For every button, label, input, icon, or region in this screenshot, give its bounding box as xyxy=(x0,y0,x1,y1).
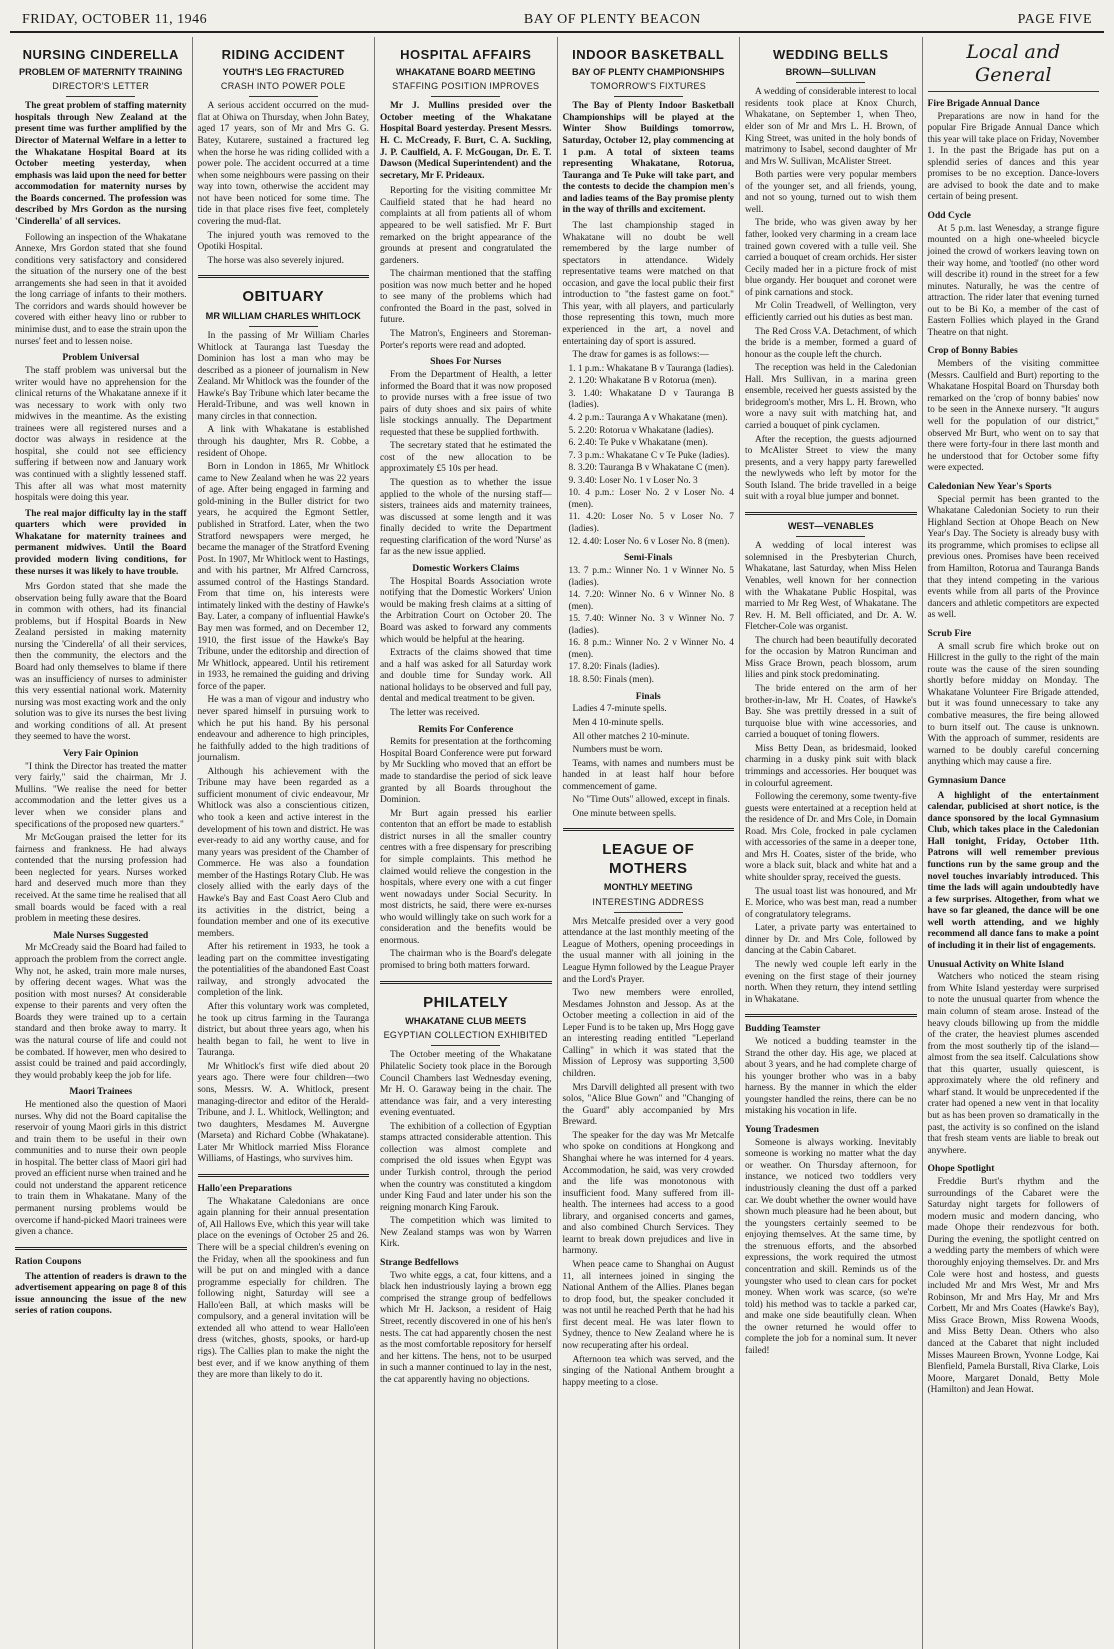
section-divider xyxy=(745,512,917,515)
crosshead: Remits For Conference xyxy=(418,723,514,735)
headline-rule xyxy=(249,96,318,97)
paragraph: Following the ceremony, some twenty-five guests were entertained at a reception held at the residence of Dr. and Mrs Cole, in Domain Road. Mrs Cole, frocked in pale cyclamen with accessories of the same in a deeper tone, and Mrs H. Coates, sister of the bride, who wore a black suit, black and white hat and a white shoulder spray, received the guests. xyxy=(745,792,917,884)
paragraph: Mr Whitlock's first wife died about 20 years ago. There were four children—two sons, Messrs. W. A. Whitlock, present managing-director and editor of the Herald-Tribune, and J. L. Whitlock, Wellington; and two daughters, Mesdames M. Auvergne (Marseta) and Richard Cobbe (Whakatane). Later Mr Whitlock married Miss Florance Williams, of Hastings, who survives him. xyxy=(197,1061,369,1165)
paragraph: A wedding of considerable interest to local residents took place at Knox Church, Whakatane, on September 1, when Theo, elder son of Mr and Mrs L. H. Brown, of King Street, was united in the holy bonds of matrimony to Isabel, second daughter of Mr and Mrs W. Sullivan, McAlister Street. xyxy=(745,87,917,167)
paragraph: Mr McCready said the Board had failed to approach the problem from the correct angle. Why not, he asked, train more male nurses, by offering decent wages. What was the position with most nurses? At considerable expense to their parents and very often the Boards they were trained up to a certain standard and then broke away to marry. It was the natural course of life and could not be combated. If however, men who desired to assist could be trained and paid accordingly, they would probably keep the job for life. xyxy=(15,943,187,1081)
section-divider xyxy=(563,828,735,831)
paragraph: Mrs Metcalfe presided over a very good attendance at the last monthly meeting of the League of Mothers, opening proceedings in the usual manner with all joining in the League Hymn followed by the League Prayer and the Lord's Prayer. xyxy=(562,916,734,985)
column xyxy=(375,37,558,1649)
masthead xyxy=(10,8,1104,33)
paragraph: Remits for presentation at the forthcoming Hospital Board Conference were put forward by Mr Suckling who moved that an effort be made to standardise the period of sick leave granted by all Boards throughout the Dominion. xyxy=(380,737,552,806)
paragraph: The bride, who was given away by her father, looked very charming in a cream lace trained gown covered with a tulle veil. She carried a bouquet of cream orchids. Her sister Cecily maded her in a picture frock of mist blue organdy. Her bouquet and coronet were of pink carnations and stock. xyxy=(745,218,917,298)
lead-paragraph: The attention of readers is drawn to the advertisement appearing on page 8 of this issue announcing the issue of the new series of ration coupons. xyxy=(15,1271,187,1317)
paragraph: From the Department of Health, a letter informed the Board that it was now proposed to provide nurses with a free issue of two pairs of duty shoes and six pairs of white lisle stockings annually. The Department requested that these be supplied forthwith. xyxy=(380,369,552,438)
subheadline: PROBLEM OF MATERNITY TRAINING xyxy=(19,66,183,77)
crosshead: Domestic Workers Claims xyxy=(412,562,520,574)
paragraph: Both parties were very popular members of the younger set, and all friends, young, and not so young, turned out to wish them well. xyxy=(745,170,917,215)
fixture-line: 14. 7.20: Winner No. 6 v Winner No. 8 (men). xyxy=(568,590,734,612)
article xyxy=(380,47,552,973)
fixture-line: 11. 4.20: Loser No. 5 v Loser No. 7 (ladies). xyxy=(568,512,734,535)
paragraph: The Red Cross V.A. Detachment, of which the bride is a member, formed a guard of honour as the couple left the church. xyxy=(745,326,917,360)
headline: NURSING CINDERELLA xyxy=(22,47,179,62)
paragraph: The secretary stated that he estimated the cost of the new allocation to be approximately £5 10s per head. xyxy=(380,441,552,475)
paragraph: No "Time Outs" allowed, except in finals. xyxy=(572,795,730,806)
paragraph: A serious accident occurred on the mud-flat at Ohiwa on Thursday, when John Batey, aged 17 years, son of Mr and Mrs G. G. Batey, Kutarere, sustained a fractured leg when the horse he was riding collided with a power pole. The accident occurred at a time when some neighbours were passing on their way into town, otherwise the accident may not have been noticed for some time. The tide in that place rises five feet, completely covering the mud-flat. xyxy=(197,101,369,227)
paragraph: Following an inspection of the Whakatane Annexe, Mrs Gordon stated that she found conditions very satisfactory and considered the situation of the nursery one of the best arrangements she had seen in that it avoided the long carriage of infants to their mothers. The corridors and wards should however be covered with either heavy lino or rubber to minimise dust, and to ease the strain upon the nurses' feet and to lessen noise. xyxy=(15,232,187,347)
paragraph: A small scrub fire which broke out on Hillcrest in the gully to the right of the main route was the cause of the siren sounding shortly before midday on Monday. The Whakatane Volunteer Fire Brigade attended, but it was found unnecessary to take any combative measures, the fire being allowed to burn itself out. The cause is unknown. With the approach of summer, residents are warned to be doubly careful concerning anything which may cause a fire. xyxy=(927,641,1099,768)
fixture-line: 3. 1.40: Whakatane D v Tauranga B (ladies). xyxy=(568,388,734,411)
paragraph: Reporting for the visiting committee Mr Caulfield stated that he had heard no complaints at all from patients all of whom appeared to be well satisfied. Mr F. Burt remarked on the bright appearance of the grounds at present and congratulated the gardeners. xyxy=(380,186,552,266)
item-heading: Strange Bedfellows xyxy=(380,1256,459,1268)
paragraph: He mentioned also the question of Maori nurses. Why did not the Board capitalise the reservoir of young Maori girls in this district and train them to be useful in their own communities and to nurse their own people in hospital. The better class of Maori girl had proved an efficient nurse when trained and he could not understand the apparent reticence to train them in Whakatane. Many of the permanent nursing problems would be overcome if hand-picked Maori trainees were given a chance. xyxy=(15,1099,187,1238)
item-heading: Gymnasium Dance xyxy=(927,774,1006,786)
paragraph: At 5 p.m. last Wenesday, a strange figure mounted on a high one-wheeled bicycle joined the crowd of workers leaving town on their way home, and 'tootled' (no other word will describe it) round in the street for a few minutes. Naturally, he was the centre of attraction. The rider later that evening turned out to be Bi Ko, a member of the cast of Eastern Follies which played in the Grand Theatre on that night. xyxy=(927,223,1099,338)
paragraph: The chairman who is the Board's delegate promised to bring both matters forward. xyxy=(380,949,552,971)
paragraph: He was a man of vigour and industry who never spared himself in pursuing work to which he put his hand. By his personal endeavour and adherence to high principles, he faithfully added to the high traditions of journalism. xyxy=(197,695,369,764)
headline: LEAGUE OF MOTHERS xyxy=(602,841,695,877)
headline-rule xyxy=(614,912,683,913)
paragraph: One minute between spells. xyxy=(572,808,677,819)
subheadline: TOMORROW'S FIXTURES xyxy=(590,81,707,92)
paragraph: After his retirement in 1933, he took a leading part on the committee investigating the potentialities of the abandoned East Coast railway, and strongly advocated the completion of the link. xyxy=(197,942,369,999)
article xyxy=(198,275,370,1166)
item-heading: Odd Cycle xyxy=(927,210,971,222)
paragraph: The exhibition of a collection of Egyptian stamps attracted considerable attention. This collection was almost complete and comprised the old issues when Egypt was under Turkish control, through the period when the country was constituted a kingdom under King Faud and later under his son the reigning monarch King Farouk. xyxy=(380,1121,552,1213)
headline: OBITUARY xyxy=(242,288,325,306)
paragraph: In the passing of Mr William Charles Whitlock at Tauranga last Tuesday the Dominion has lost a man who may be described as a pioneer of journalism in New Zealand. Mr Whitlock was the founder of the Hawke's Bay Tribune which later became the Herald-Tribune, and was well known in many circles in that connection. xyxy=(197,330,369,422)
paragraph: Afternoon tea which was served, and the singing of the National Anthem brought a happy meeting to a close. xyxy=(562,1354,734,1388)
headline-rule xyxy=(66,96,135,97)
article xyxy=(563,828,735,1389)
fixture-line: 8. 3.20: Tauranga B v Whakatane C (men). xyxy=(568,463,730,474)
fixture-line: 2. 1.20: Whakatane B v Rotorua (men). xyxy=(568,376,717,387)
article xyxy=(15,1247,187,1318)
issue-date: FRIDAY, OCTOBER 11, 1946 xyxy=(22,12,208,27)
paragraph: The speaker for the day was Mr Metcalfe who spoke on conditions at Hongkong and Shanghai where he was interned for 4 years. Accommodation, he said, was very crowded and the life was monotonous with insufficient food. Many suffered from ill-health. The internees had access to a good library, and organised concerts and games, and also combined Church Services. They learnt to break down prejudices and live in harmony. xyxy=(562,1130,734,1257)
paragraph: The church had been beautifully decorated for the occasion by Matron Runciman and Miss Grace Brown, peach blossom, arum lilies and pink stock predominating. xyxy=(745,635,917,681)
fixture-line: 13. 7 p.m.: Winner No. 1 v Winner No. 5 (ladies). xyxy=(568,565,734,588)
subheadline: DIRECTOR'S LETTER xyxy=(52,81,150,92)
paragraph: Ladies 4 7-minute spells. xyxy=(572,704,667,715)
paragraph: Mr McGougan praised the letter for its fairness and frankness. He had always contended that the nursing profession had been neglected for years. Nurses worked hard and deserved much more than they received. At the same time he realised that all small boards would be faced with a real problem in meeting these desires. xyxy=(15,833,187,925)
paragraph: The injured youth was removed to the Opotiki Hospital. xyxy=(197,230,369,253)
paragraph: The usual toast list was honoured, and Mr E. Morice, who was best man, read a number of congratulatory telegrams. xyxy=(745,886,917,920)
section-divider xyxy=(198,1174,370,1177)
article xyxy=(198,47,370,267)
article xyxy=(380,981,552,1387)
fixture-line: 16. 8 p.m.: Winner No. 2 v Winner No. 4 (men). xyxy=(568,638,734,660)
headline: PHILATELY xyxy=(423,993,509,1011)
crosshead: Problem Universal xyxy=(62,352,140,364)
subheadline: INTERESTING ADDRESS xyxy=(592,896,705,907)
paragraph: Born in London in 1865, Mr Whitlock came to New Zealand when he was 22 years of age. After being engaged in farming and gold-mining in the Buller district for two years, he acquired the Egmont Settler, published in Stratford. Later, when the two Stratford newspapers were merged, he became the manager of the Stratford Evening Post. In 1907, Mr Whitlock went to Hastings, and with his partner, Mr Alfred Carncross, assumed control of the Hastings Standard. From that time on, his interests were intimately linked with the destiny of Hawke's Bay. Later, a company of influential Hawke's Bay men was formed, and on December 12, 1910, the first issue of the Hawke's Bay Tribune, under the editorship and direction of Mr Whitlock, appeared. Until his retirement in 1933, he remained the guiding and driving force of the paper. xyxy=(197,462,369,692)
newspaper-name: BAY OF PLENTY BEACON xyxy=(523,12,701,27)
item-heading: Scrub Fire xyxy=(927,627,972,639)
subheadline: MONTHLY MEETING xyxy=(603,882,693,893)
page-number: PAGE FIVE xyxy=(1017,12,1092,27)
item-heading: Ohope Spotlight xyxy=(927,1163,995,1175)
crosshead: Maori Trainees xyxy=(69,1086,133,1098)
crosshead: Very Fair Opinion xyxy=(63,747,139,759)
paragraph: The Whakatane Caledonians are once again planning for their annual presentation of, All Hallows Eve, which this year will take place on the evenings of October 25 and 26. There will be a special children's evening on the Friday, when all the spookiness and fun will be put on and mingled with a dance programme especially for children. The following night, Saturday will see a Hallo'een Ball, at which masks will be compulsory, and a general invitation will be extended all who attend to wear Hallo'een dress (witches, ghosts, spooks, or hard-up rigs). The Callies plan to make the night the best ever, and if we know anything of them they are more than likely to do it. xyxy=(197,1196,369,1381)
paragraph: Two white eggs, a cat, four kittens, and a black hen industriously laying a brown egg comprised the strange group of bedfellows which Mr H. Jackson, a resident of Haig Street, recently discovered in one of his hen's nests. The cat had apparently chosen the nest as the most comfortable repository for herself and her kittens. The hens, not to be usurped in such a manner continued to lay in the nest, the cat apparently having no objections. xyxy=(380,1270,552,1385)
article xyxy=(563,47,735,820)
item-heading: Young Tradesmen xyxy=(745,1123,820,1135)
fixture-line: 6. 2.40: Te Puke v Whakatane (men). xyxy=(568,438,708,449)
headline: RIDING ACCIDENT xyxy=(221,47,345,62)
paragraph: The horse was also severely injured. xyxy=(207,255,344,266)
paragraph: Freddie Burt's rhythm and the surroundings of the Cabaret were the Saturday night targets for followers of modern music and modern dancing, who made Ohope their rendezvous for both. During the evening, the spotlight centred on a wedding party the members of which were thoroughly enjoying themselves. Dr. and Mrs Cole were host and hostess, and guests included Mr and Mrs West, Mr and Mrs Robinson, Mr and Mrs Hay, Mr and Mrs Corbett, Mr and Mrs Coates (Hawke's Bay), Miss Grace Brown, Miss Rowena Woods, and Miss Betty Dean. Others who also danced at the Cabaret that night included Misses Maureen Brown, Yvonne Lodge, Kai Blenfield, Pamela Burstall, Riva Clarke, Lois Moore, Margaret Donald, Betty Mole (Hamilton) and Jean Howat. xyxy=(927,1177,1099,1396)
paragraph: Special permit has been granted to the Whakatane Caledonian Society to run their Highland Section at Ohope Beach on New Year's Day. The Society is already busy with its programme, which promises to eclipse all previous ones. Promises have been received from Hamilton, Rotorua and Tauranga Bands that they intend competing in the various events while from all parts of the Province dancers and athletic competitors are expected as well. xyxy=(927,494,1099,621)
article xyxy=(15,47,187,1239)
headline-rule xyxy=(796,82,865,83)
fixture-line: 15. 7.40: Winner No. 3 v Winner No. 7 (ladies). xyxy=(568,614,734,636)
column xyxy=(923,37,1105,1649)
headline: Local and General xyxy=(928,41,1100,92)
subheadline: EGYPTIAN COLLECTION EXHIBITED xyxy=(383,1030,548,1041)
section-divider xyxy=(15,1247,187,1250)
column xyxy=(10,37,193,1649)
paragraph: Teams, with names and numbers must be handed in at least half hour before commencement of game. xyxy=(562,758,734,792)
fixture-line: 4. 2 p.m.: Tauranga A v Whakatane (men). xyxy=(568,412,728,423)
paragraph: When peace came to Shanghai on August 11, all internees joined in singing the National Anthem of the Allies. Planes began to drop food, but, the speaker concluded it was not until he reached Perth that he had his first decent meal. He was later flown to Sydney, thence to New Zealand where he is now recuperating after his ordeal. xyxy=(562,1260,734,1351)
fixture-line: 9. 3.40: Loser No. 1 v Loser No. 3 xyxy=(568,475,698,486)
paragraph: The newly wed couple left early in the evening on the first stage of their journey north. When they return, they intend settling in Whakatane. xyxy=(745,959,917,1005)
item-heading: Caledonian New Year's Sports xyxy=(927,480,1052,492)
headline-rule xyxy=(431,96,500,97)
paragraph: The letter was received. xyxy=(390,707,480,718)
paragraph: Men 4 10-minute spells. xyxy=(572,717,664,728)
paragraph: The draw for games is as follows:— xyxy=(572,350,709,361)
crosshead: Finals xyxy=(635,690,661,702)
headline-rule xyxy=(796,536,865,537)
fixture-line: 10. 4 p.m.: Loser No. 2 v Loser No. 4 (men). xyxy=(568,488,734,510)
lead-paragraph: Mr J. Mullins presided over the October meeting of the Whakatane Hospital Board yesterday. Present Messrs. H. C. McCready, F. Burt, C. A. Suckling, J. P. Caulfield, A. F. McGougan, Dr. E. T. Dawson (Medical Superintendent) and the secretary, Mr F. Prideaux. xyxy=(380,101,552,181)
lead-paragraph: The Bay of Plenty Indoor Basketball Championships will be played at the Winter Show Buildings tomorrow, Saturday, October 12, play commencing at 1 p.m. A total of sixteen teams representing Whakatane, Rotorua, Tauranga and Te Puke will take part, and the contests to decide the champion men's and ladies teams of the Bay promise plenty in the way of thrills and excitement. xyxy=(562,101,734,216)
subheadline: STAFFING POSITION IMPROVES xyxy=(392,81,540,92)
paragraph: Extracts of the claims showed that time and a half was asked for all Saturday work and double time for Sunday work. All national holidays to be observed and full pay, dental and medical treatment to be given. xyxy=(380,648,552,705)
paragraph: A wedding of local interest was solemnised in the Presbyterian Church, Whakatane, last Saturday, when Miss Helen Venables, well known for her connection with the Whakatane Public Hospital, was married to Mr Reg West, of Whakatane. The Rev. H. M. Bell officiated, and Dr. A. W. Fletcher-Cole was organist. xyxy=(745,541,917,633)
paragraph: Mrs Darvill delighted all present with two solos, "Alice Blue Gown" and "Changing of the Guard" ably accompanied by Mrs Breward. xyxy=(562,1082,734,1128)
lead-paragraph: The great problem of staffing maternity hospitals through New Zealand at the present time was further amplified by the Director of Maternal Welfare in a letter to the Whakatane Hospital Board at its October meeting yesterday, when emphasis was laid upon the need for better accommodation for maternity nurses by the Boards concerned. The profession was described by Mrs Gordon as the nursing 'Cinderella' of all services. xyxy=(15,101,187,227)
column xyxy=(193,37,376,1649)
column-grid xyxy=(10,37,1104,1649)
lead-paragraph: A highlight of the entertainment calendar, publicised at short notice, is the dance sponsored by the local Gymnasium Club, which takes place in the Caledonian Hall tonight, Friday, October 11th. Patrons will well remember previous functions run by the same group and the novel touches invariably introduced. This time the lads will again undoubtedly have a few surprises. Altogether, from what we have so far gleaned, the dance will be one well worth attending, and we highly recommend all dance fans to make a point of including it in their list of engagements. xyxy=(927,790,1099,951)
fixture-line: 18. 8.50: Finals (men). xyxy=(568,675,654,686)
paragraph: The Matron's, Engineers and Storeman-Porter's reports were read and adopted. xyxy=(380,329,552,351)
headline: WEDDING BELLS xyxy=(772,47,889,62)
headline-rule xyxy=(614,96,683,97)
paragraph: The last championship staged in Whakatane will no doubt be well remembered by the large number of spectators in attendance. Widely representative teams were matched on that occasion, and gave the local public their first introduction to "the fastest game on foot." This year, with all players, and particularly those representing this town, much more experienced in the art, a novel and entertaining day of sport is assured. xyxy=(562,220,734,347)
item-heading: Crop of Bonny Babies xyxy=(927,345,1018,357)
subheadline: CRASH INTO POWER POLE xyxy=(220,81,346,92)
paragraph: Miss Betty Dean, as bridesmaid, looked charming in a dusky pink suit with black trimmings and accessories. Her bouquet was in colourful agreement. xyxy=(745,743,917,789)
fixture-line: 7. 3 p.m.: Whakatane C v Te Puke (ladies). xyxy=(568,450,730,461)
fixture-line: 17. 8.20: Finals (ladies). xyxy=(568,662,660,673)
paragraph: Members of the visiting committee (Messrs. Caulfield and Burt) reporting to the Whakatane Hospital Board on Thursday both remarked on the 'crop of bonny babies' now to be seen in the Annexe nursery. "It augurs well for the population of our district," observed Mr Burt, who went on to say that there were forty-four in there last month and he understood that for October some fifty were expected. xyxy=(927,359,1099,474)
subheadline: BROWN—SULLIVAN xyxy=(785,66,876,77)
paragraph: Watchers who noticed the steam rising from White Island yesterday were surprised to note the unusual quarter from whence the main column of steam arose. Instead of the heavy clouds billowing up from the middle of the crater, the heaviest plumes ascended from the most southerly tip of the island—almost from the sea itself. Calculations show that this quarter, usually quiescent, is approximately where the old refinery and wharf stand. It would be unprecedented if the crater had opened a new vent in that locality but as has been proven so dramatically in the past, the activity is so confined on the island that fresh steam vents are liable to break out anywhere. xyxy=(927,972,1099,1156)
paragraph: Mr Burt again pressed his earlier contenton that an effort be made to establish district nurses in all the smaller country centres with a free dispensary for prescribing for simple complaints. This method he claimed would relieve the congestion in the hospitals, where every one with a cut finger went nowadays under Social Security. In most districts, he said, there were ex-nurses who would willingly take on such work for a consideration and the benefits would be enormous. xyxy=(380,808,552,946)
article xyxy=(745,512,917,1006)
paragraph: The question as to whether the issue applied to the whole of the nursing staff—sisters, trainees aids and maternity trainees, was discussed at some length and it was finally decided to write the Department requesting clarification of the word 'Nurse' as far as the new issue applied. xyxy=(380,478,552,558)
subheadline: WEST—VENABLES xyxy=(787,520,874,531)
item-heading: Unusual Activity on White Island xyxy=(927,958,1064,970)
paragraph: The staff problem was universal but the writer would have no apprehension for the clinical returns of the Whakatane annexe if it was necessary to work with only two midwives in the meantime. As the existing trainees were all registered nurses and a doctor was always in residence at the hospital, she could not see efficiency suffering if between now and January work was continued with a slightly lessened staff. This after all was what most maternity hospitals were doing this year. xyxy=(15,365,187,504)
section-divider xyxy=(745,1014,917,1017)
subheadline: WHAKATANE CLUB MEETS xyxy=(405,1016,527,1026)
column xyxy=(740,37,923,1649)
paragraph: Later, a private party was entertained to dinner by Dr. and Mrs Cole, followed by dancing at the Cabin Cabaret. xyxy=(745,923,917,957)
item-heading: Budding Teamster xyxy=(745,1023,821,1035)
paragraph: Preparations are now in hand for the popular Fire Brigade Annual Dance which this year will take place on Friday, November 1. In the past the Brigade has put on a splendid series of dances and this year promises to be no exception. Dance-lovers are advised to book the date and to make certain of being present. xyxy=(927,111,1099,203)
item-heading: Hallo'een Preparations xyxy=(197,1182,292,1194)
fixture-line: 5. 2.20: Rotorua v Whakatane (ladies). xyxy=(568,425,714,436)
paragraph: After this voluntary work was completed, he took up citrus farming in the Tauranga district, but about three years ago, when his health began to fail, he went to live in Tauranga. xyxy=(197,1002,369,1059)
subheadline: YOUTH'S LEG FRACTURED xyxy=(222,66,345,77)
paragraph: The reception was held in the Caledonian Hall. Mrs Sullivan, in a marina green ensemble, received her guests assisted by the bridegroom's mother, Mrs L. H. Brown, who wore a navy suit with matching hat, and carried a bouquet of pink cyclamen. xyxy=(745,363,917,432)
paragraph: The chairman mentioned that the staffing position was now much better and he hoped to see many of the problems which had confronted the Board in the past, solved in future. xyxy=(380,269,552,326)
headline: HOSPITAL AFFAIRS xyxy=(400,47,532,62)
paragraph: Numbers must be worn. xyxy=(572,745,663,756)
column xyxy=(558,37,741,1649)
paragraph: The Hospital Boards Association wrote notifying that the Domestic Workers' Union would be making fresh claims at a sitting of the Arbitration Court on October 20. The Board was asked to forward any comments which would be helpful at the hearing. xyxy=(380,576,552,645)
paragraph: The October meeting of the Whakatane Philatelic Society took place in the Borough Council Chambers last Wednesday evening, Mr H. O. Garaway being in the chair. The attendance was fair, and a very interesting evening eventuated. xyxy=(380,1050,552,1119)
paragraph: The competition which was limited to New Zealand stamps was won by Warren Kirk. xyxy=(380,1216,552,1250)
section-divider xyxy=(380,981,552,984)
lead-paragraph: The real major difficulty lay in the staff quarters which were provided in Whakatane for maternity trainees and permanent midwives. Until the Board provided modern living conditions, for these nurses it was likely to have trouble. xyxy=(15,508,187,577)
item-heading: Ration Coupons xyxy=(15,1255,82,1267)
paragraph: All other matches 2 10-minute. xyxy=(572,731,690,742)
crosshead: Male Nurses Suggested xyxy=(53,929,149,941)
section-divider xyxy=(198,275,370,278)
paragraph: A link with Whakatane is established through his daughter, Mrs R. Cobbe, a resident of Ohope. xyxy=(197,425,369,459)
paragraph: After the reception, the guests adjourned to McAlister Street to view the many presents, and a very happy party farewelled the newlyweds who left by motor for the South Island. The bride travelled in a beige suit with a royal blue jumper and bonnet. xyxy=(745,434,917,503)
paragraph: Someone is always working. Inevitably someone is working no matter what the day or weather. On Thursday afternoon, for instance, we noticed two toddlers very industriously cleaning the dust off a parked car. We doubt whether the owner would have shown much pleasure had he been about, but the youngsters certainly seemed to be enjoying themselves. At the same time, by the strenuous efforts, and the absorbed expressions, the work required the utmost concentration and skill. Reminds us of the youngster who used to clean cars for pocket money. When work was scarce, (so we're told) his method was to tackle a parked car, and make one side beautifully clean. When the owner returned he would offer to complete the job for a nominal sum. It never failed! xyxy=(745,1137,917,1356)
paragraph: Mr Colin Treadwell, of Wellington, very efficiently carried out his duties as best man. xyxy=(745,301,917,323)
subheadline: WHAKATANE BOARD MEETING xyxy=(395,66,536,77)
article xyxy=(745,1014,917,1357)
crosshead: Semi-Finals xyxy=(623,552,673,564)
subheadline: BAY OF PLENTY CHAMPIONSHIPS xyxy=(572,66,725,77)
headline-rule xyxy=(249,326,318,327)
paragraph: Although his achievement with the Tribune may have been regarded as a sufficient monument of civic endeavour, Mr Whitlock was also a conscientious citizen, who took a keen and active interest in the development of his town and district. He was ever-ready to aid any worthy cause, and for many years was president of the Chamber of Commerce. He was also a foundation member of the Hastings Rotary Club. He was closely allied with the early days of the Hawke's Bay and East Coast Aero Club and its activities in the district, being a foundation member and one of its executive members. xyxy=(197,766,369,939)
headline: INDOOR BASKETBALL xyxy=(572,47,725,62)
paragraph: The bride entered on the arm of her brother-in-law, Mr H. Coates, of Hawke's Bay. She was prettily dressed in a suit of turquoise blue with wine accessories, and carried a bouquet of toning flowers. xyxy=(745,684,917,741)
article xyxy=(928,41,1100,1397)
article xyxy=(745,47,917,504)
crosshead: Shoes For Nurses xyxy=(430,356,502,368)
headline-rule xyxy=(431,1045,500,1046)
paragraph: Two new members were enrolled, Mesdames Johnston and Jessop. As at the October meeting a collection in aid of the Leper Fund is to be taken up, Mrs Hogg gave an interesting reading entitled "Leperland Calling" in which it was stated that the Mission of Leprosy was supporting 3,500 children. xyxy=(562,988,734,1080)
fixture-line: 1. 1 p.m.: Whakatane B v Tauranga (ladies). xyxy=(568,363,734,374)
article xyxy=(198,1174,370,1382)
subheadline: MR WILLIAM CHARLES WHITLOCK xyxy=(205,310,361,321)
item-heading: Fire Brigade Annual Dance xyxy=(927,97,1040,109)
paragraph: Mrs Gordon stated that she made the observation being fully aware that the Board in common with others, had its financial problems, but if Hospital Boards in New Zealand persisted in making maternity nursing the 'Cinderella' of all their services, then the community, the electors and the Board had only themselves to blame if there was an insufficiency of nurses to administer this very essential national work. Maternity nursing was most exacting work and the only solution was to give its nurses the best living and working conditions of all. At present they seemed to have the worst. xyxy=(15,582,187,743)
paragraph: "I think the Director has treated the matter very fairly," said the chairman, Mr J. Mullins. "We realise the need for better accommodation and the letter gives us a lever when we consider plans and specifications of the proposed new quarters." xyxy=(15,761,187,830)
paragraph: We noticed a budding teamster in the Strand the other day. His age, we placed at about 3 years, and he had complete charge of his younger brother who was in a baby harness. By the manner in which the elder youngster handled the reins, there can be no mistaking his vocation in life. xyxy=(745,1037,917,1117)
fixture-line: 12. 4.40: Loser No. 6 v Loser No. 8 (men). xyxy=(568,536,730,547)
